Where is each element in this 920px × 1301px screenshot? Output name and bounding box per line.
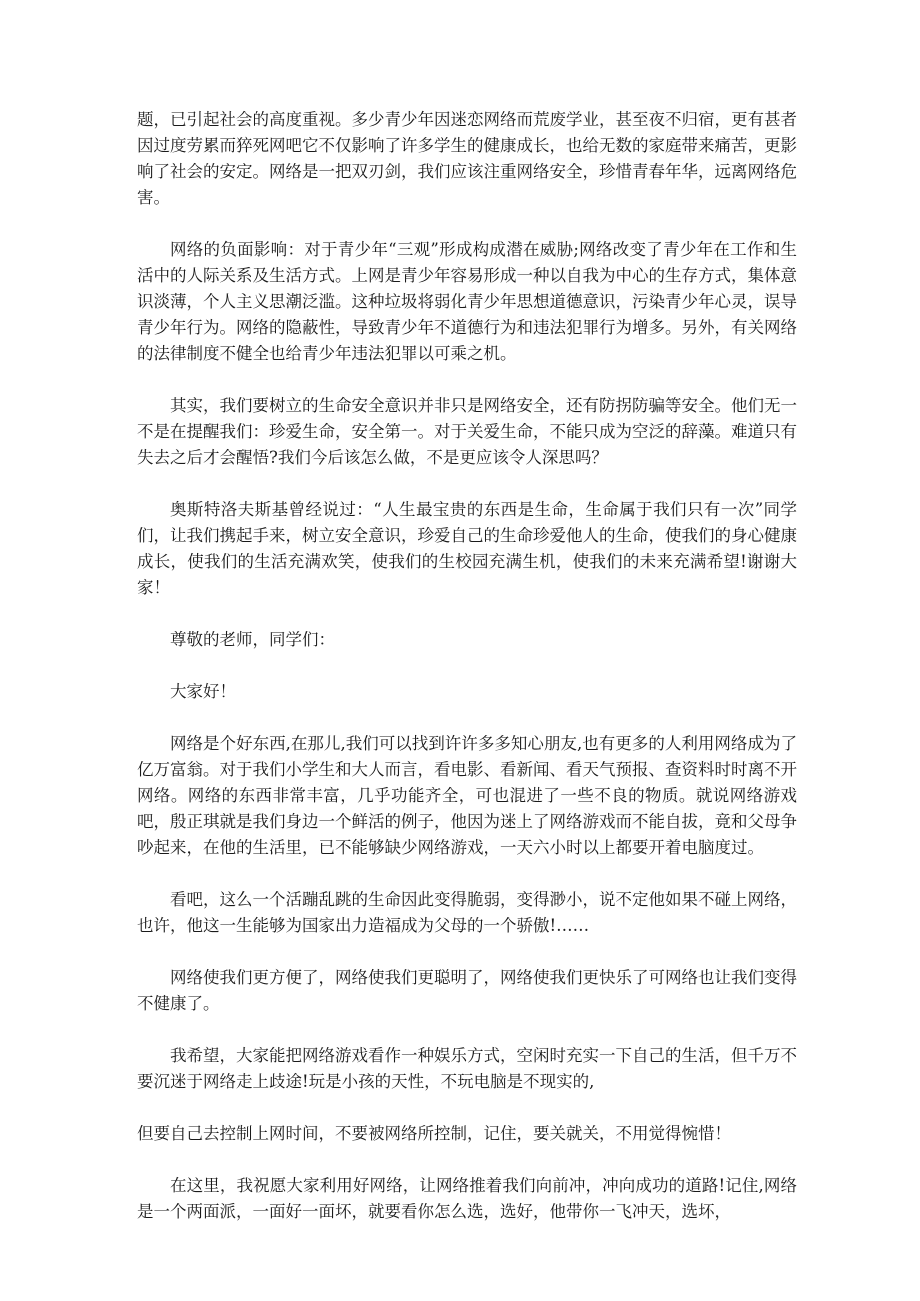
paragraph: 题，已引起社会的高度重视。多少青少年因迷恋网络而荒废学业，甚至夜不归宿，更有甚者因过度劳累而猝死网吧它不仅影响了许多学生的健康成长，也给无数的家庭带来痛苦，更影响了社会的安定。网络是一把双刃剑，我们应该注重网络安全，珍惜青春年华，远离网络危害。: [137, 110, 797, 207]
paragraph: 我希望，大家能把网络游戏看作一种娱乐方式，空闲时充实一下自己的生活，但千万不要沉迷于网络走上歧途!玩是小孩的天性，不玩电脑是不现实的,: [137, 1046, 797, 1091]
paragraph: 其实，我们要树立的生命安全意识并非只是网络安全，还有防拐防骗等安全。他们无一不是在提醒我们：珍爱生命，安全第一。对于关爱生命，不能只成为空泛的辞藻。难道只有失去之后才会醒悟?我们今后该怎么做，不是更应该令人深思吗？: [137, 396, 797, 467]
paragraph: 看吧，这么一个活蹦乱跳的生命因此变得脆弱，变得渺小，说不定他如果不碰上网络，也许，他这一生能够为国家出力造福成为父母的一个骄傲!……: [137, 890, 797, 935]
paragraph: 网络的负面影响：对于青少年“三观”形成构成潜在威胁;网络改变了青少年在工作和生活中的人际关系及生活方式。上网是青少年容易形成一种以自我为中心的生存方式，集体意识淡薄，个人主义思潮泛滥。这种垃圾将弱化青少年思想道德意识，污染青少年心灵，误导青少年行为。网络的隐蔽性，导致青少年不道德行为和违法犯罪行为增多。另外，有关网络的法律制度不健全也给青少年违法犯罪以可乘之机。: [137, 240, 797, 363]
paragraph: 但要自己去控制上网时间，不要被网络所控制，记住，要关就关，不用觉得惋惜！: [137, 1124, 731, 1143]
paragraph: 网络使我们更方便了，网络使我们更聪明了，网络使我们更快乐了可网络也让我们变得不健康了。: [137, 968, 797, 1013]
paragraph: 奥斯特洛夫斯基曾经说过：“人生最宝贵的东西是生命，生命属于我们只有一次”同学们，让我们携起手来，树立安全意识，珍爱自己的生命珍爱他人的生命，使我们的身心健康成长，使我们的生活充满欢笑，使我们的生校园充满生机，使我们的未来充满希望!谢谢大家！: [137, 500, 797, 597]
document-body: [137, 107, 797, 1251]
paragraph: 在这里，我祝愿大家利用好网络，让网络推着我们向前冲，冲向成功的道路!记住,网络是一个两面派，一面好一面坏，就要看你怎么选，选好，他带你一飞冲天，选坏，: [137, 1176, 797, 1221]
paragraph-greeting: 尊敬的老师，同学们：: [170, 630, 335, 649]
paragraph: 网络是个好东西,在那儿,我们可以找到许许多多知心朋友,也有更多的人利用网络成为了亿万富翁。对于我们小学生和大人而言，看电影、看新闻、看天气预报、查资料时时离不开网络。网络的东西非常丰富，几乎功能齐全，可也混进了一些不良的物质。就说网络游戏吧，殷正琪就是我们身边一个鲜活的例子，他因为迷上了网络游戏而不能自拔，竟和父母争吵起来，在他的生活里，已不能够缺少网络游戏，一天六小时以上都要开着电脑度过。: [137, 734, 797, 857]
paragraph-greeting: 大家好！: [170, 682, 236, 701]
